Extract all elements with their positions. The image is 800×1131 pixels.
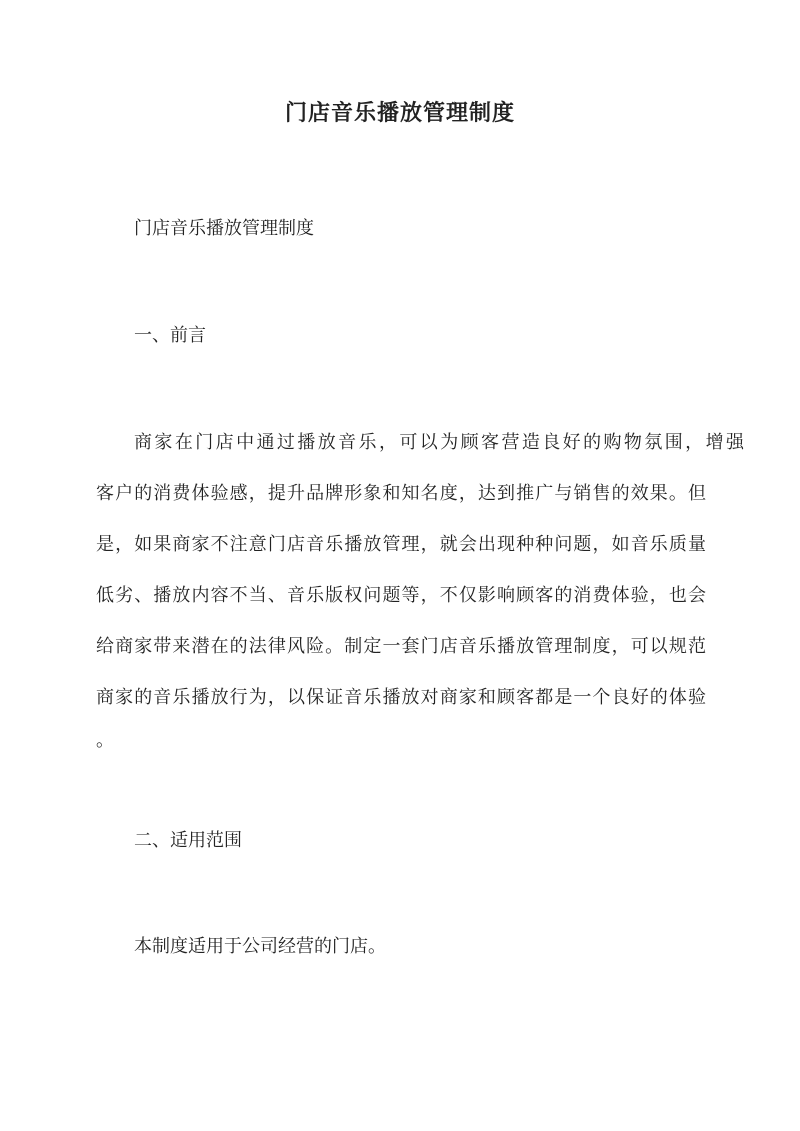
paragraph-line: 。: [96, 730, 114, 751]
paragraph-line: 是，如果商家不注意门店音乐播放管理，就会出现种种问题，如音乐质量: [96, 534, 706, 555]
document-subtitle: 门店音乐播放管理制度: [134, 218, 314, 239]
section-heading-preface: 一、前言: [134, 325, 206, 346]
scope-paragraph: 本制度适用于公司经营的门店。: [134, 936, 386, 957]
paragraph-line: 商家在门店中通过播放音乐，可以为顾客营造良好的购物氛围，增强: [134, 432, 744, 453]
section-heading-scope: 二、适用范围: [134, 830, 242, 851]
document-title: 门店音乐播放管理制度: [284, 100, 515, 126]
paragraph-line: 低劣、播放内容不当、音乐版权问题等，不仅影响顾客的消费体验，也会: [96, 585, 706, 606]
paragraph-line: 客户的消费体验感，提升品牌形象和知名度，达到推广与销售的效果。但: [96, 483, 706, 504]
paragraph-line: 给商家带来潜在的法律风险。制定一套门店音乐播放管理制度，可以规范: [96, 636, 706, 657]
paragraph-line: 商家的音乐播放行为，以保证音乐播放对商家和顾客都是一个良好的体验: [96, 687, 706, 708]
